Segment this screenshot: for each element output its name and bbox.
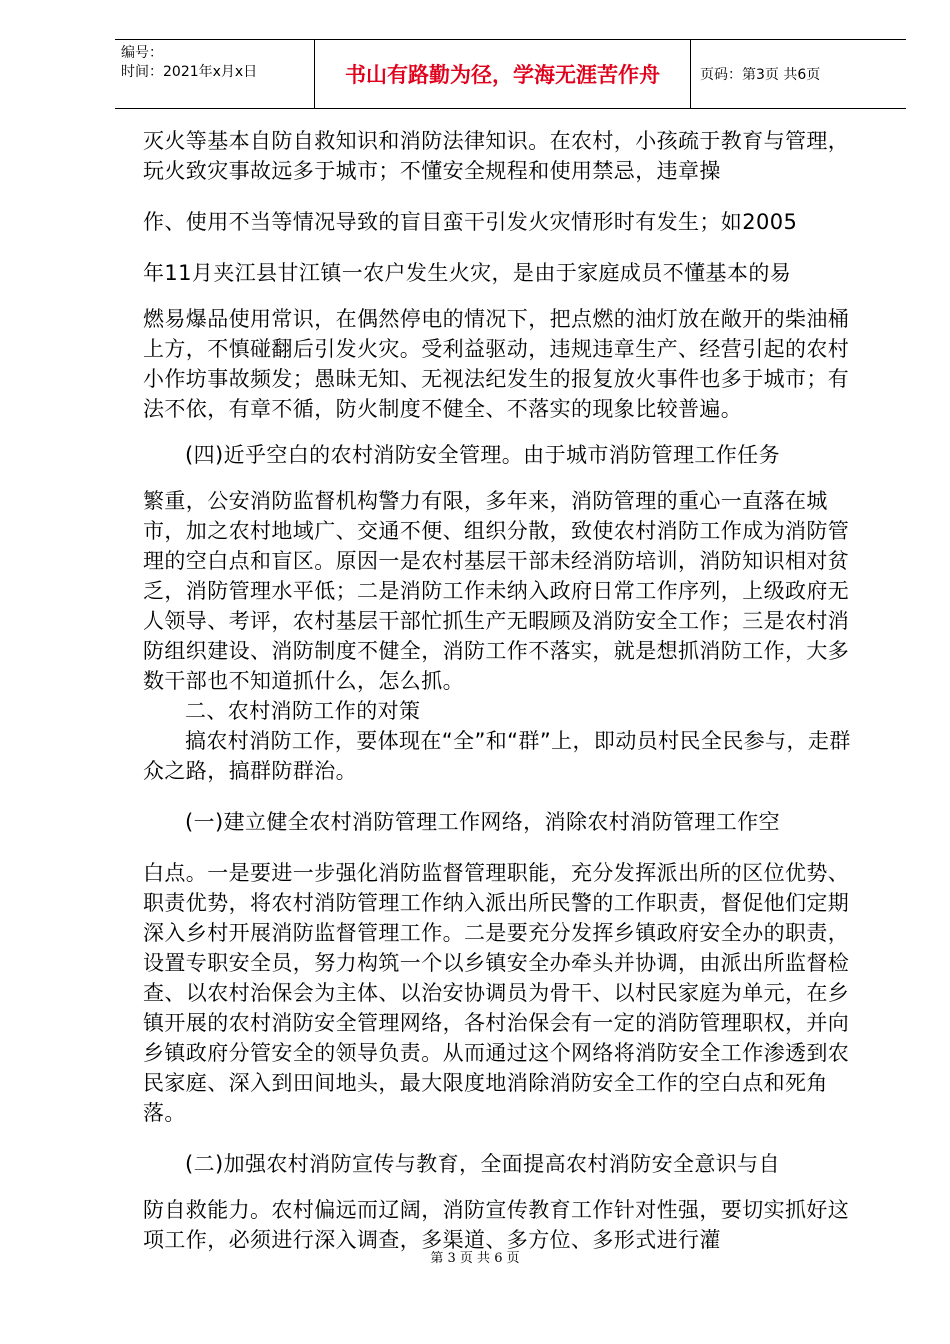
number-label: 编号： [121, 45, 163, 61]
section-heading: (一)建立健全农村消防管理工作网络，消除农村消防管理工作空 [185, 810, 780, 834]
section-heading: (二)加强农村消防宣传与教育，全面提高农村消防安全意识与自 [185, 1152, 780, 1176]
paragraph: 作、使用不当等情况导致的盲目蛮干引发火灾情形时有发生；如2005 [143, 210, 798, 234]
section-heading: 二、农村消防工作的对策 [185, 699, 421, 723]
paragraph: 白点。一是要进一步强化消防监督管理职能，充分发挥派出所的区位优势、职责优势，将农村消防管理工作纳入派出所民警的工作职责，督促他们定期深入乡村开展消防监督管理工作。二是要充分发挥乡镇政府安全办的职责，设置专职安全员，努力构筑一个以乡镇安全办牵头并协调，由派出所监督检查、以农村治保会为主体、以治安协调员为骨干、以村民家庭为单元，在乡镇开展的农村消防安全管理网络，各村治保会有一定的消防管理职权，并向乡镇政府分管安全的领导负责。从而通过这个网络将消防安全工作渗透到农民家庭、深入到田间地头，最大限度地消除消防安全工作的空白点和死角落。 [143, 861, 850, 1125]
paragraph: 繁重，公安消防监督机构警力有限，多年来，消防管理的重心一直落在城市，加之农村地域广、交通不便、组织分散，致使农村消防工作成为消防管理的空白点和盲区。原因一是农村基层干部未经消防培训，消防知识相对贫乏，消防管理水平低；二是消防工作未纳入政府日常工作序列，上级政府无人领导、考评，农村基层干部忙抓生产无暇顾及消防安全工作；三是农村消防组织建设、消防制度不健全，消防工作不落实，就是想抓消防工作，大多数干部也不知道抓什么，怎么抓。 [143, 489, 850, 693]
section-heading: (四)近乎空白的农村消防安全管理。由于城市消防管理工作任务 [185, 443, 780, 467]
time-label: 时间：2021年x月x日 [121, 64, 258, 80]
paragraph: 灭火等基本自防自救知识和消防法律知识。在农村，小孩疏于教育与管理，玩火致灾事故远多于城市；不懂安全规程和使用禁忌，违章操 [143, 129, 850, 183]
page-footer: 第 3 页 共 6 页 [430, 1251, 520, 1266]
paragraph: 防自救能力。农村偏远而辽阔，消防宣传教育工作针对性强，要切实抓好这项工作，必须进行深入调查，多渠道、多方位、多形式进行灌 [143, 1198, 850, 1252]
header-page-label: 页码：第3页 共6页 [700, 67, 821, 83]
page-header [115, 39, 906, 109]
header-motto: 书山有路勤为径，学海无涯苦作舟 [315, 40, 691, 108]
paragraph: 年11月夹江县甘江镇一农户发生火灾，是由于家庭成员不懂基本的易 [143, 261, 792, 285]
header-meta [115, 40, 315, 108]
paragraph: 搞农村消防工作，要体现在“全”和“群”上，即动员村民全民参与，走群众之路，搞群防群治。 [143, 729, 851, 783]
document-body [143, 126, 868, 1255]
paragraph: 燃易爆品使用常识，在偶然停电的情况下，把点燃的油灯放在敞开的柴油桶上方，不慎碰翻后引发火灾。受利益驱动，违规违章生产、经营引起的农村小作坊事故频发；愚昧无知、无视法纪发生的报复放火事件也多于城市；有法不依，有章不循，防火制度不健全、不落实的现象比较普遍。 [143, 307, 850, 421]
